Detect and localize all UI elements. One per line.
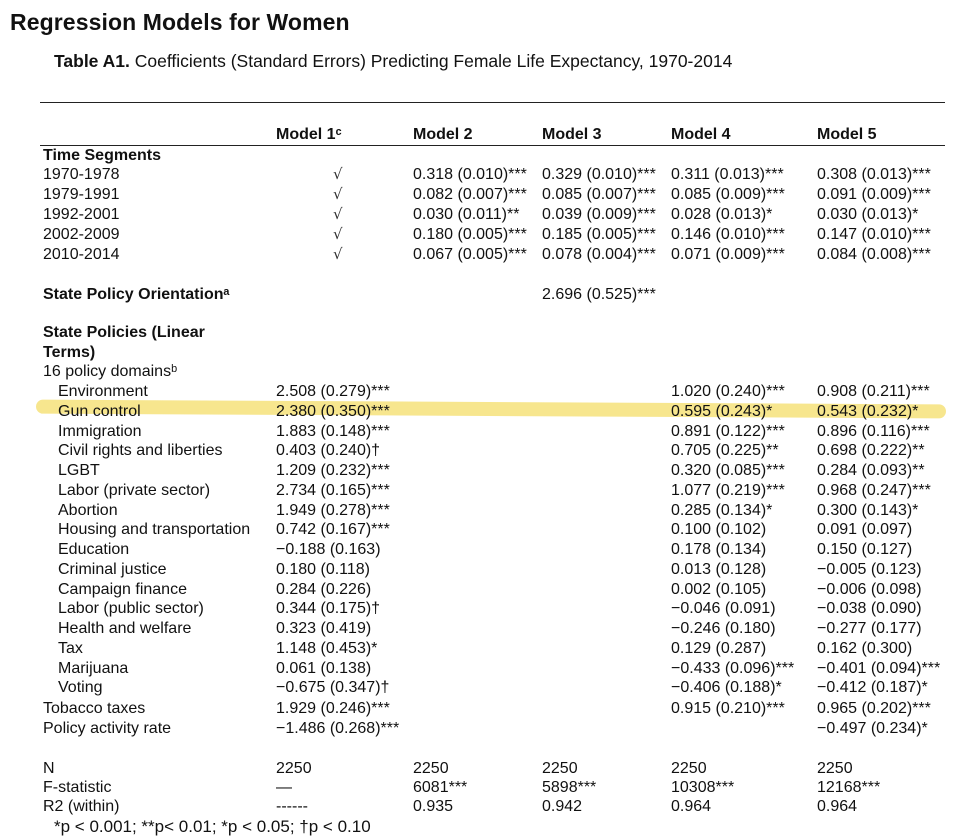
policy-row-label: Education <box>58 541 130 558</box>
coefficient-cell: 0.742 (0.167)*** <box>276 521 390 539</box>
stat-cell: 6081*** <box>413 779 468 796</box>
coefficient-cell: −0.406 (0.188)* <box>671 679 782 697</box>
coefficient-cell: 0.030 (0.011)** <box>413 206 520 223</box>
policy-row-label: Immigration <box>58 422 142 440</box>
stat-label: N <box>43 760 55 777</box>
stat-cell: 2250 <box>276 760 312 777</box>
column-header-model-3: Model 3 <box>542 126 602 143</box>
coefficient-cell: 0.705 (0.225)** <box>671 442 779 460</box>
coefficient-cell: 0.320 (0.085)*** <box>671 462 785 479</box>
coefficient-cell: −0.433 (0.096)*** <box>671 659 795 677</box>
coefficient-cell: 0.030 (0.013)* <box>817 206 919 223</box>
coefficient-cell: 0.085 (0.009)*** <box>671 186 785 203</box>
coefficient-cell: 0.891 (0.122)*** <box>671 422 785 440</box>
coefficient-cell: 0.078 (0.004)*** <box>542 246 656 263</box>
row-label: Tobacco taxes <box>43 700 146 717</box>
coefficient-cell: 1.020 (0.240)*** <box>671 383 785 400</box>
coefficient-cell: 0.028 (0.013)* <box>671 206 773 223</box>
stat-cell: 0.935 <box>413 798 454 815</box>
coefficient-cell: 0.082 (0.007)*** <box>413 186 527 203</box>
coefficient-cell: 2.696 (0.525)*** <box>542 286 656 303</box>
row-label: 2002-2009 <box>43 226 120 243</box>
coefficient-cell: 0.150 (0.127) <box>817 541 913 558</box>
coefficient-cell: 0.061 (0.138) <box>276 659 372 677</box>
coefficient-cell: 1.929 (0.246)*** <box>276 700 390 717</box>
policy-row-label: Civil rights and liberties <box>58 442 223 460</box>
section-state-policies: State Policies (Linear <box>43 324 205 341</box>
coefficient-cell: 0.147 (0.010)*** <box>817 226 931 243</box>
coefficient-cell: 2.380 (0.350)*** <box>276 402 390 420</box>
row-label: Policy activity rate <box>43 720 172 737</box>
coefficient-cell: 1.077 (0.219)*** <box>671 481 785 499</box>
policy-row-label: Tax <box>58 639 83 657</box>
stat-cell: ------ <box>276 798 308 815</box>
stat-label: F-statistic <box>43 779 112 796</box>
coefficient-cell: 0.323 (0.419) <box>276 620 372 637</box>
coefficient-cell: −1.486 (0.268)*** <box>276 720 400 737</box>
coefficient-cell: −0.046 (0.091) <box>671 600 776 618</box>
row-label: 1970-1978 <box>43 166 120 183</box>
coefficient-cell: 1.883 (0.148)*** <box>276 422 390 440</box>
column-header-model-1: Model 1ᶜ <box>276 126 342 143</box>
policy-row-label: Marijuana <box>58 659 129 677</box>
coefficient-cell: 0.146 (0.010)*** <box>671 226 785 243</box>
section-state-policies-cont: Terms) <box>43 344 96 361</box>
coefficient-cell: 0.698 (0.222)** <box>817 442 925 460</box>
coefficient-cell: −0.005 (0.123) <box>817 560 922 578</box>
coefficient-cell: 0.915 (0.210)*** <box>671 700 785 717</box>
policy-row-label: Labor (public sector) <box>58 600 204 618</box>
coefficient-cell: 0.308 (0.013)*** <box>817 166 931 183</box>
coefficient-cell: 0.344 (0.175)† <box>276 600 381 618</box>
row-label: 1979-1991 <box>43 186 120 203</box>
coefficient-cell: 0.071 (0.009)*** <box>671 246 785 263</box>
coefficient-cell: 0.896 (0.116)*** <box>817 422 930 440</box>
table-top-rule <box>40 102 945 103</box>
significance-footnote: *p < 0.001; **p< 0.01; *p < 0.05; †p < 0.10 <box>54 817 371 836</box>
coefficient-cell: 0.284 (0.093)** <box>817 462 925 479</box>
coefficient-cell: 1.949 (0.278)*** <box>276 501 390 519</box>
policy-row-label: Health and welfare <box>58 620 192 637</box>
coefficient-cell: 0.329 (0.010)*** <box>542 166 656 183</box>
coefficient-cell: 0.968 (0.247)*** <box>817 481 931 499</box>
table-caption-text: Coefficients (Standard Errors) Predicting Female Life Expectancy, 1970-2014 <box>134 51 733 71</box>
coefficient-cell: 2.508 (0.279)*** <box>276 383 390 400</box>
policy-row-label: Criminal justice <box>58 560 167 578</box>
coefficient-cell: 1.209 (0.232)*** <box>276 462 390 479</box>
policy-row-label: Gun control <box>58 402 141 420</box>
stat-cell: 0.964 <box>817 798 858 815</box>
coefficient-cell: 0.595 (0.243)* <box>671 402 773 420</box>
check-mark: √ <box>333 225 343 243</box>
coefficient-cell: −0.006 (0.098) <box>817 580 922 598</box>
stat-cell: 2250 <box>671 760 707 777</box>
policy-row-label: Abortion <box>58 501 118 519</box>
stat-cell: 0.964 <box>671 798 712 815</box>
coefficient-cell: 0.100 (0.102) <box>671 521 767 539</box>
coefficient-cell: 0.002 (0.105) <box>671 580 767 598</box>
table-caption <box>54 51 732 72</box>
coefficient-cell: 0.085 (0.007)*** <box>542 186 656 203</box>
coefficient-cell: −0.038 (0.090) <box>817 600 922 618</box>
subsection-policy-domains: 16 policy domainsᵇ <box>43 363 178 380</box>
coefficient-cell: −0.246 (0.180) <box>671 620 776 637</box>
policy-row-label: Campaign finance <box>58 580 187 598</box>
coefficient-cell: −0.497 (0.234)* <box>817 720 928 737</box>
stat-label: R2 (within) <box>43 798 120 815</box>
coefficient-cell: 1.148 (0.453)* <box>276 639 378 657</box>
coefficient-cell: 0.129 (0.287) <box>671 639 767 657</box>
column-header-model-5: Model 5 <box>817 126 877 143</box>
table-header-rule <box>40 145 945 146</box>
section-time-segments: Time Segments <box>43 147 161 164</box>
coefficient-cell: 0.091 (0.009)*** <box>817 186 931 203</box>
page-title: Regression Models for Women <box>10 9 350 35</box>
coefficient-cell: −0.401 (0.094)*** <box>817 659 941 677</box>
coefficient-cell: 0.039 (0.009)*** <box>542 206 656 223</box>
coefficient-cell: 0.311 (0.013)*** <box>671 166 784 183</box>
row-label: 1992-2001 <box>43 206 120 223</box>
stat-cell: 12168*** <box>817 779 881 796</box>
coefficient-cell: 0.285 (0.134)* <box>671 501 773 519</box>
coefficient-cell: −0.412 (0.187)* <box>817 679 928 697</box>
row-label: 2010-2014 <box>43 246 120 263</box>
coefficient-cell: 0.543 (0.232)* <box>817 402 919 420</box>
stat-cell: 2250 <box>542 760 578 777</box>
coefficient-cell: 0.084 (0.008)*** <box>817 246 931 263</box>
stat-cell: — <box>276 779 292 796</box>
stat-cell: 5898*** <box>542 779 597 796</box>
coefficient-cell: −0.277 (0.177) <box>817 620 922 637</box>
stat-cell: 0.942 <box>542 798 583 815</box>
coefficient-cell: 0.178 (0.134) <box>671 541 767 558</box>
section-state-policy-orientation: State Policy Orientationᵃ <box>43 286 230 303</box>
check-mark: √ <box>333 165 343 183</box>
coefficient-cell: 2.734 (0.165)*** <box>276 481 390 499</box>
policy-row-label: Housing and transportation <box>58 521 251 539</box>
coefficient-cell: 0.185 (0.005)*** <box>542 226 656 243</box>
table-caption-label: Table A1. <box>54 51 130 71</box>
coefficient-cell: −0.675 (0.347)† <box>276 679 390 697</box>
coefficient-cell: 0.965 (0.202)*** <box>817 700 931 717</box>
coefficient-cell: 0.180 (0.005)*** <box>413 226 527 243</box>
coefficient-cell: 0.300 (0.143)* <box>817 501 919 519</box>
check-mark: √ <box>333 245 343 263</box>
coefficient-cell: 0.067 (0.005)*** <box>413 246 527 263</box>
coefficient-cell: 0.162 (0.300) <box>817 639 913 657</box>
coefficient-cell: 0.908 (0.211)*** <box>817 383 930 400</box>
column-header-model-2: Model 2 <box>413 126 473 143</box>
stat-cell: 2250 <box>817 760 853 777</box>
coefficient-cell: 0.013 (0.128) <box>671 560 767 578</box>
coefficient-cell: 0.091 (0.097) <box>817 521 913 539</box>
check-mark: √ <box>333 205 343 223</box>
policy-row-label: Environment <box>58 383 148 400</box>
gun-control-highlight <box>36 400 946 419</box>
policy-row-label: Labor (private sector) <box>58 481 211 499</box>
check-mark: √ <box>333 185 343 203</box>
stat-cell: 10308*** <box>671 779 735 796</box>
stat-cell: 2250 <box>413 760 449 777</box>
policy-row-label: Voting <box>58 679 103 697</box>
column-header-model-4: Model 4 <box>671 126 731 143</box>
coefficient-cell: 0.318 (0.010)*** <box>413 166 527 183</box>
coefficient-cell: 0.403 (0.240)† <box>276 442 381 460</box>
coefficient-cell: 0.284 (0.226) <box>276 580 372 598</box>
policy-row-label: LGBT <box>58 462 100 479</box>
coefficient-cell: −0.188 (0.163) <box>276 541 381 558</box>
coefficient-cell: 0.180 (0.118) <box>276 560 370 578</box>
